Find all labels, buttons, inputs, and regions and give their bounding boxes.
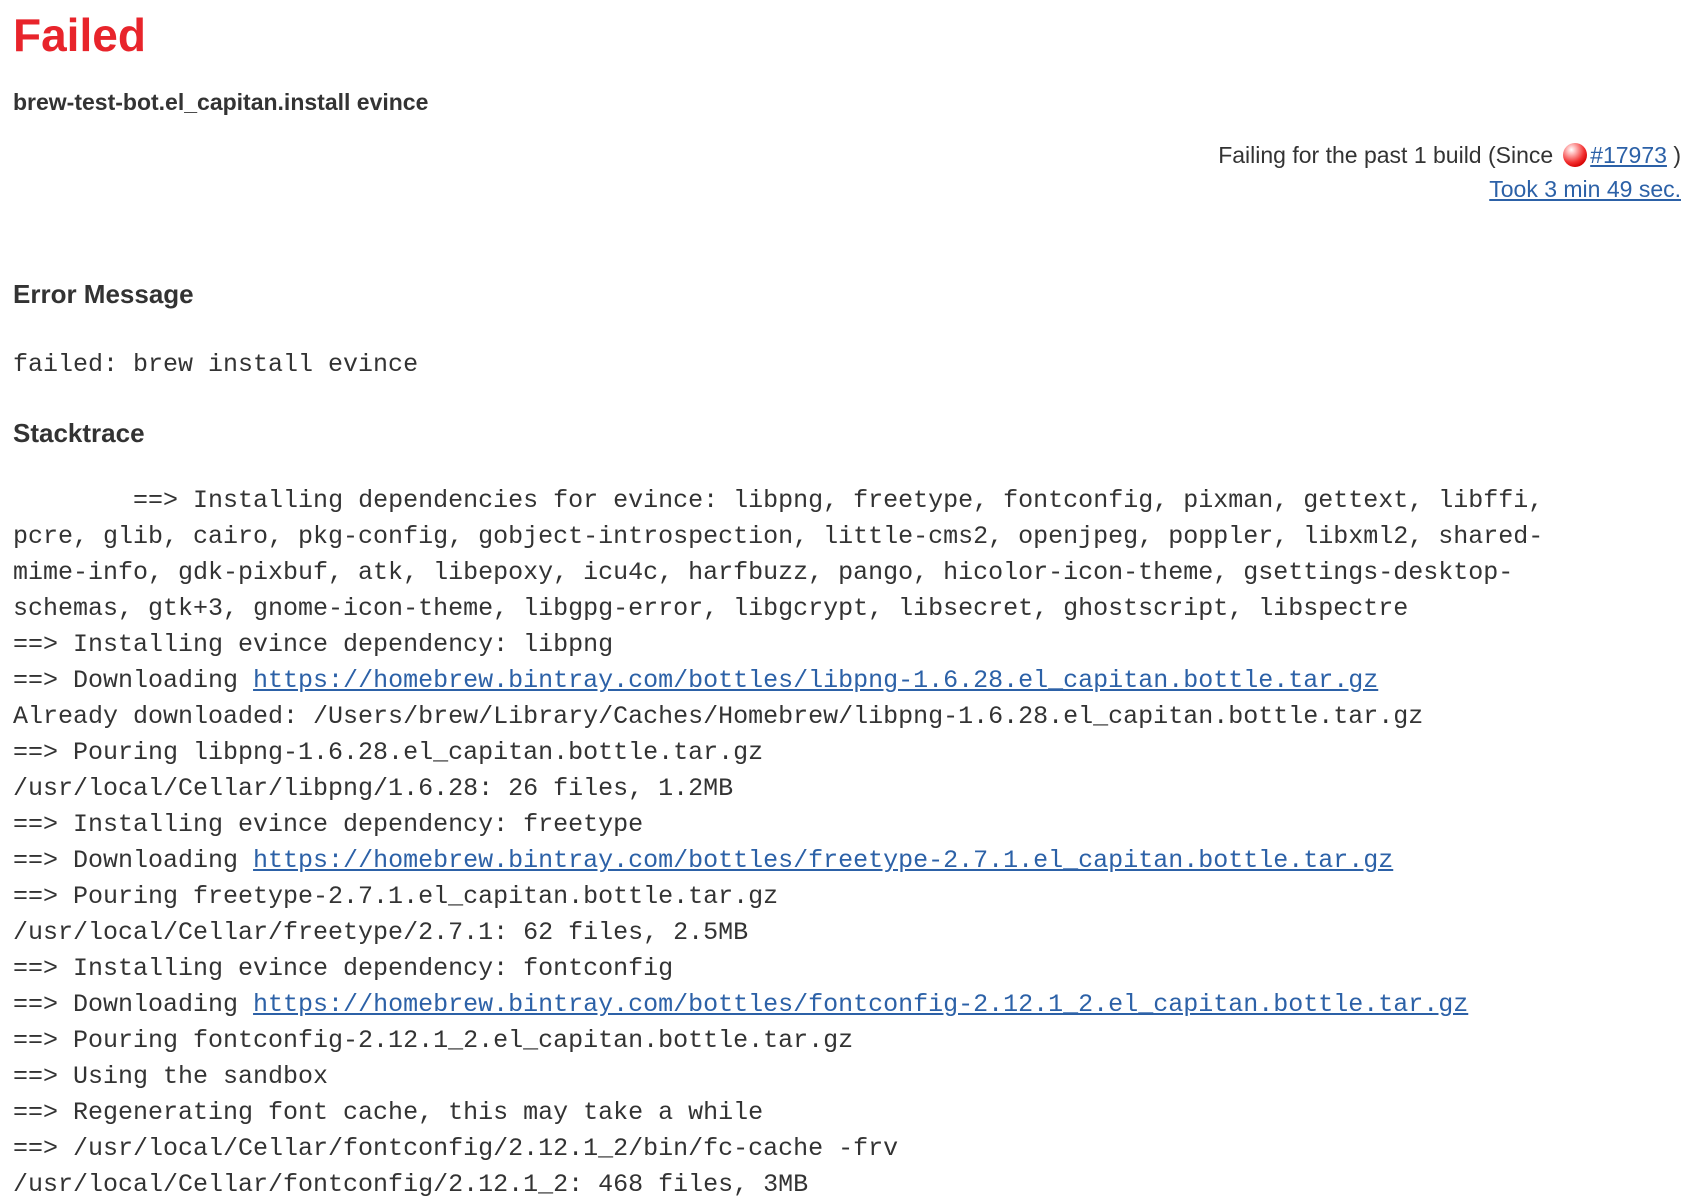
failing-since-row — [13, 138, 1681, 172]
bottle-url-link[interactable]: https://homebrew.bintray.com/bottles/fontconfig-2.12.1_2.el_capitan.bottle.tar.gz — [253, 990, 1469, 1020]
stacktrace-heading: Stacktrace — [13, 418, 145, 449]
build-status-heading: Failed — [13, 9, 146, 61]
bottle-url-link[interactable]: https://homebrew.bintray.com/bottles/libpng-1.6.28.el_capitan.bottle.tar.gz — [253, 666, 1379, 696]
job-title: brew-test-bot.el_capitan.install evince — [13, 88, 429, 115]
bottle-url-link[interactable]: https://homebrew.bintray.com/bottles/freetype-2.7.1.el_capitan.bottle.tar.gz — [253, 846, 1394, 876]
error-message-text: failed: brew install evince — [13, 350, 419, 380]
red-ball-icon — [1563, 143, 1587, 167]
build-info — [13, 138, 1681, 206]
build-number-link[interactable]: #17973 — [1590, 141, 1667, 168]
build-duration-link[interactable]: Took 3 min 49 sec. — [1489, 175, 1681, 202]
close-paren-text: ) — [1673, 141, 1681, 168]
failing-since-text: Failing for the past 1 build (Since — [1218, 141, 1554, 168]
build-result-page — [13, 10, 1681, 1203]
stacktrace-text: ==> Installing dependencies for evince: libpng, freetype, fontconfig, pixman, gettext, libffi, pcre, glib, cairo, pkg-config, gobject-introspection, little-cms2, openjpeg, poppler, libxml2, shared- mime-info, gdk-pixbuf, atk, libepoxy, icu4c, harfbuzz, pango, hicolor-icon-theme, gsettings-desktop- schemas, gtk+3, gnome-icon-theme, libgpg-error, libgcrypt, libsecret, ghostscript, libspectre ==> Installing evince dependency: libpng ==> Downloading https://homebrew.bintray.com/bottles/libpng-1.6.28.el_capitan.bottle.tar.gz Already downloaded: /Users/brew/Library/Caches/Homebrew/libpng-1.6.28.el_capitan.bottle.tar.gz ==> Pouring libpng-1.6.28.el_capitan.bottle.tar.gz /usr/local/Cellar/libpng/1.6.28: 26 files, 1.2MB ==> Installing evince dependency: freetype ==> Downloading https://homebrew.bintray.com/bottles/freetype-2.7.1.el_capitan.bottle.tar.gz ==> Pouring freetype-2.7.1.el_capitan.bottle.tar.gz /usr/local/Cellar/freetype/2.7.1: 62 files, 2.5MB ==> Installing evince dependency: fontconfig ==> Downloading https://homebrew.bintray.com/bottles/fontconfig-2.12.1_2.el_capitan.bottle.tar.gz ==> Pouring fontconfig-2.12.1_2.el_capitan.bottle.tar.gz ==> Using the sandbox ==> Regenerating font cache, this may take a while ==> /usr/local/Cellar/fontconfig/2.12.1_2/bin/fc-cache -frv /usr/local/Cellar/fontconfig/2.12.1_2: 468 files, 3MB — [13, 486, 1544, 1200]
duration-row — [13, 172, 1681, 206]
error-message-heading: Error Message — [13, 278, 194, 309]
